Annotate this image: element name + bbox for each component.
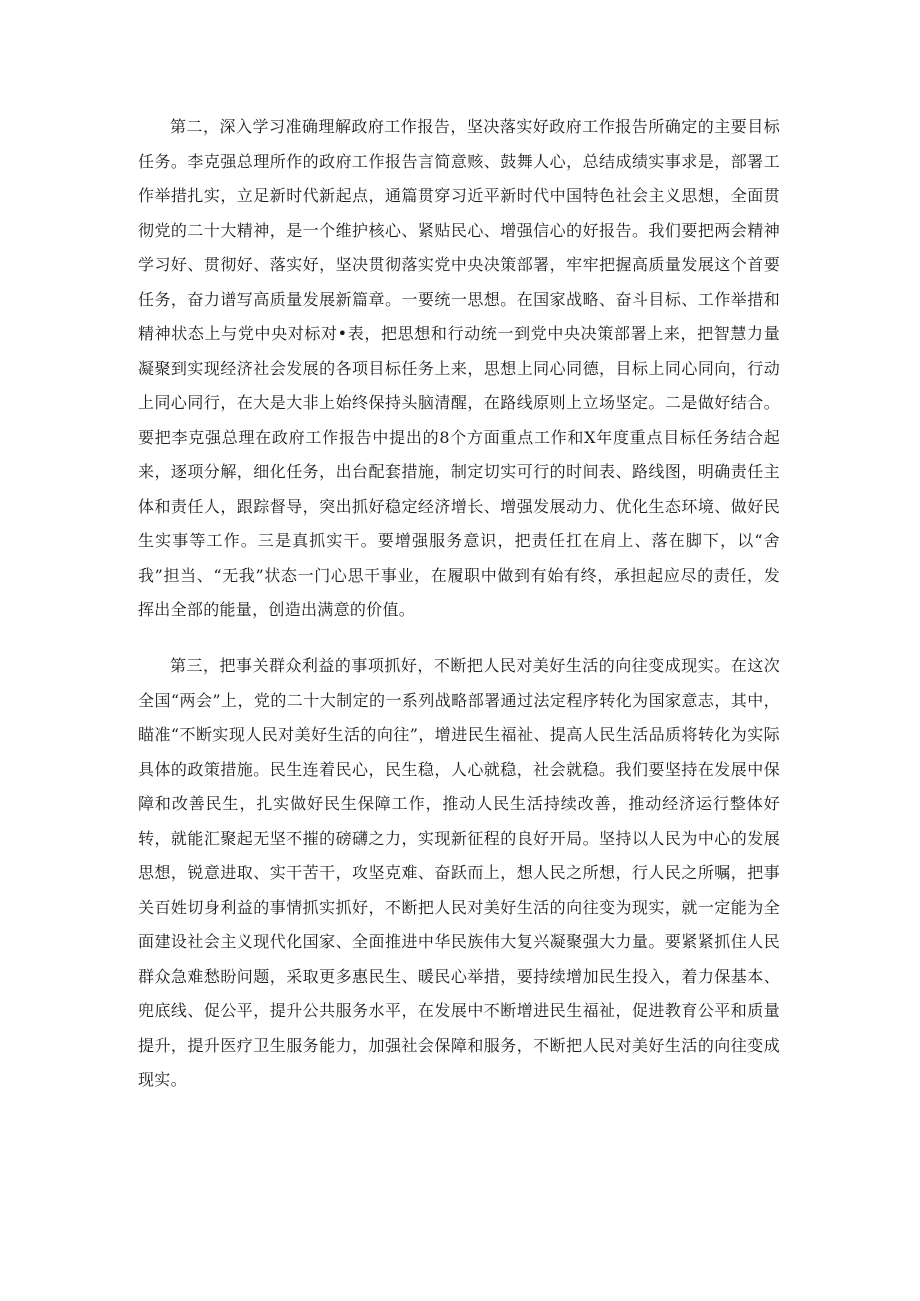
paragraph-second-point: 第二，深入学习准确理解政府工作报告，坚决落实好政府工作报告所确定的主要目标任务。李克强总理所作的政府工作报告言简意赅、鼓舞人心，总结成绩实事求是，部署工作举措扎实，立足新时代新起点，通篇贯穿习近平新时代中国特色社会主义思想，全面贯彻党的二十大精神，是一个维护核心、紧贴民心、增强信心的好报告。我们要把两会精神学习好、贯彻好、落实好，坚决贯彻落实党中央决策部署，牢牢把握高质量发展这个首要任务，奋力谱写高质量发展新篇章。一要统一思想。在国家战略、奋斗目标、工作举措和精神状态上与党中央对标对•表，把思想和行动统一到党中央决策部署上来，把智慧力量凝聚到实现经济社会发展的各项目标任务上来，思想上同心同德，目标上同心同向，行动上同心同行，在大是大非上始终保持头脑清醒，在路线原则上立场坚定。二是做好结合。要把李克强总理在政府工作报告中提出的8个方面重点工作和X年度重点目标任务结合起来，逐项分解，细化任务，出台配套措施，制定切实可行的时间表、路线图，明确责任主体和责任人，跟踪督导，突出抓好稳定经济增长、增强发展动力、优化生态环境、做好民生实事等工作。三是真抓实干。要增强服务意识，把责任扛在肩上、落在脚下，以“舍我”担当、“无我”状态一门心思干事业，在履职中做到有始有终，承担起应尽的责任，发挥出全部的能量，创造出满意的价值。 xyxy=(138,117,780,619)
paragraph-third-point: 第三，把事关群众利益的事项抓好，不断把人民对美好生活的向往变成现实。在这次全国“两会”上，党的二十大制定的一系列战略部署通过法定程序转化为国家意志，其中，瞄准“不断实现人民对美好生活的向往”，增进民生福祉、提高人民生活品质将转化为实际具体的政策措施。民生连着民心，民生稳，人心就稳，社会就稳。我们要坚持在发展中保障和改善民生，扎实做好民生保障工作，推动人民生活持续改善，推动经济运行整体好转，就能汇聚起无坚不摧的磅礴之力，实现新征程的良好开局。坚持以人民为中心的发展思想，锐意进取、实干苦干，攻坚克难、奋跃而上，想人民之所想，行人民之所嘱，把事关百姓切身利益的事情抓实抓好，不断把人民对美好生活的向往变为现实，就一定能为全面建设社会主义现代化国家、全面推进中华民族伟大复兴凝聚强大力量。要紧紧抓住人民群众急难愁盼问题，采取更多惠民生、暖民心举措，要持续增加民生投入，着力保基本、兜底线、促公平，提升公共服务水平，在发展中不断增进民生福祉，促进教育公平和质量提升，提升医疗卫生服务能力，加强社会保障和服务，不断把人民对美好生活的向往变成现实。 xyxy=(138,656,780,1089)
